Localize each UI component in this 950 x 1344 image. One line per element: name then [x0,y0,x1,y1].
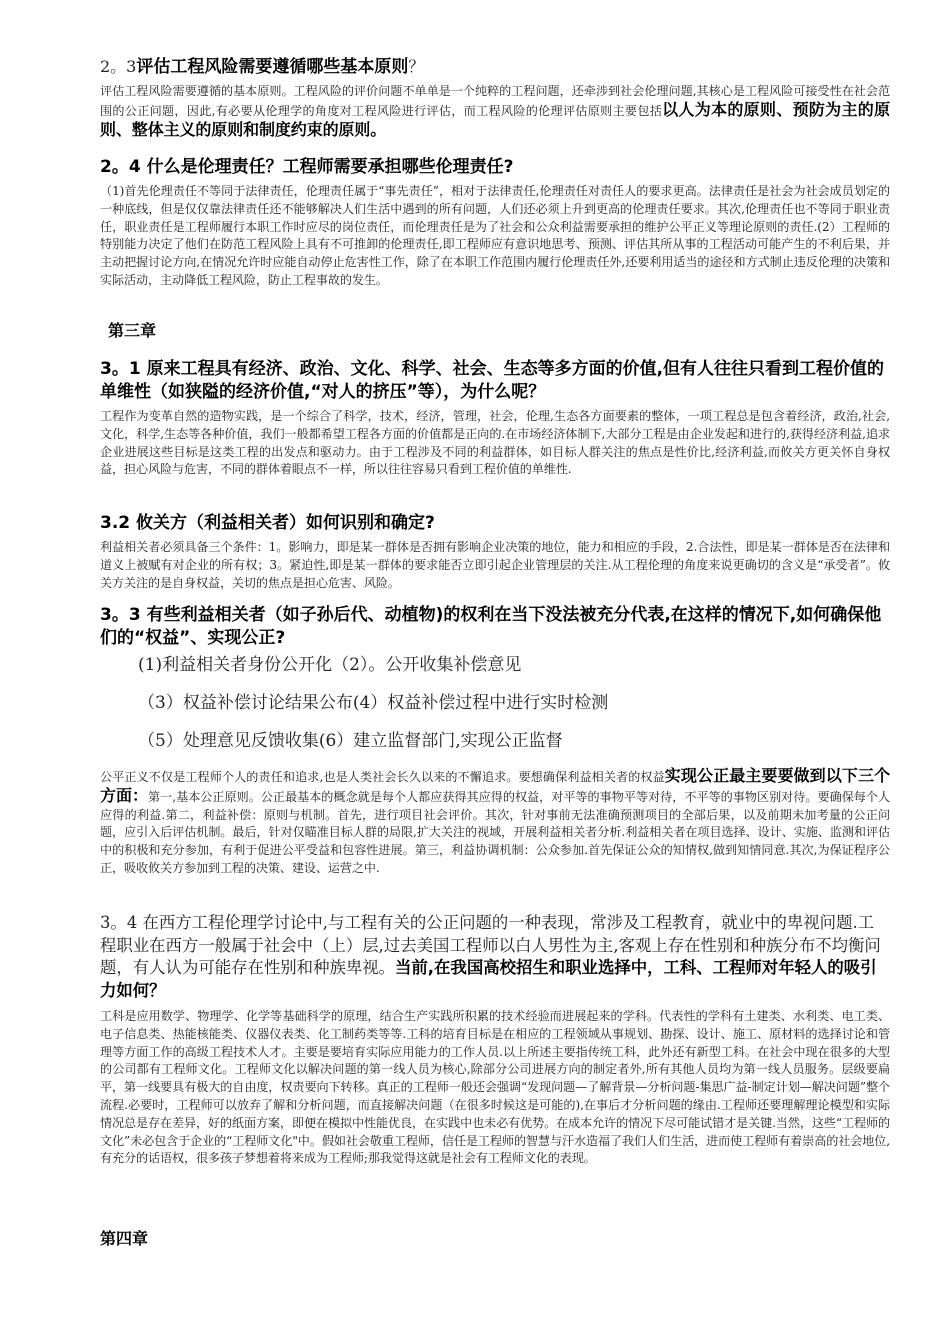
section-2-3 [100,56,890,140]
chapter-4-heading: 第四章 [100,1229,149,1248]
section-3-3 [100,604,890,752]
answer-text: 公平正义不仅是工程师个人的责任和追求,也是人类社会长久以来的不懈追求。要想确保利益相关者的权益 [100,770,665,784]
answer-3-4: 工科是应用数学、物理学、化学等基础科学的原理，结合生产实践所积累的技术经验而进展起来的学科。代表性的学科有土建类、水利类、电工类、电子信息类、热能核能类、仪器仪表类、化工制药类等等.工科的培育目标是在相应的工程领域从事规划、勘探、设计、施工、原材料的选择讨论和管理等方面工作的高级工程技术人才。主要是要培育实际应用能力的工作人员.以上所述主要指传统工科，此外还有新型工科。在社会中现在很多的大型的公司都有工程师文化。工程师文化以解决问题的第一线人员为核心,除部分公司进展方向的制定者外,所有其他人员均为第一线人员服务。层级要扁平，第一线要具有极大的自由度，权责要向下转移。真正的工程师一般还会强调“发现问题—了解背景—分析问题-集思广益-制定计划—解决问题”整个流程.必要时，工程师可以放弃了解和分析问题，而直接解决问题（在很多时候这是可能的),在事后才分析问题的缘由.工程师还要理解理论模型和实际情况总是存在差异，好的纸面方案，即便在模拟中性能优良，在实践中也未必有优势。在成本允许的情况下尽可能试错才是关键.当然，这些“工程师的文化”未必包含于企业的“工程师文化"中。假如社会敬重工程师，信任是工程师的智慧与汗水造福了我们人们生活，进而使工程师有着崇高的社会地位,有充分的话语权，很多孩子梦想着将来成为工程师;那我觉得这就是社会有工程师文化的表现。 [100,1009,890,1166]
question-2-4-title: 2。4 什么是伦理责任？工程师需要承担哪些伦理责任? [100,157,514,177]
question-text: 评估工程风险需要遵循哪些基本原则 [136,57,409,77]
chapter-4-heading-block [100,1226,890,1249]
question-3-3-title: 3。3 有些利益相关者（如子孙后代、动植物)的权利在当下没法被充分代表,在这样的情况下,如何确保他们的“权益”、实现公正? [100,605,882,648]
section-3-4 [100,912,890,1006]
answer-3-2: 利益相关者必须具备三个条件：1。影响力，即是某一群体是否拥有影响企业决策的地位，能力和相应的手段，2.合法性，即是某一群体是否在法律和道义上被赋有对企业的所有权；3。紧迫性,即是某一群体的要求能否立即引起企业管理层的关注.从工程伦理的角度来说更确切的含义是“承受者”。攸关方关注的是自身权益，关切的焦点是担心危害、风险。 [100,540,890,590]
question-text: 3。4 在西方工程伦理学讨论中,与工程有关的公正问题的一种表现，常涉及工程教育，就业中的卑视问题.工程职业在西方一般属于社会中（上）层,过去美国工程师以白人男性为主,客观上存在性别和种族分布不均衡问题，有人认为可能存在性别和种族卑视。 [100,913,881,977]
question-mark: ？ [408,57,425,76]
question-3-4-title [100,912,890,1002]
section-2-4 [100,156,890,290]
section-3-2 [100,512,890,592]
chapter-3-heading-block [100,318,890,341]
answer-2-3 [100,83,890,140]
chapter-3-heading: 第三章 [108,321,157,340]
answer-emphasis: 以人为本的原则、预防为主的原则、整体主义的原则和制度约束的原则。 [100,99,890,139]
answer-text: 第一,基本公正原则。公正最基本的概念就是每个人都应获得其应得的权益，对平等的事物平等对待，不平等的事物区别对待。要确保每个人应得的利益.第二，利益补偿：原则与机制。首先，进行项目社会评价。其次，针对事前无法准确预测项目的全部后果，以及前期未加考量的公正问题，应引入后评估机制。最后，针对仅瞄准目标人群的局限,扩大关注的视域，开展利益相关者分析.利益相关者在项目选择、设计、实施、监测和评估中的积极和充分参加，有利于促进公平受益和包容性进展。第三，利益协调机制：公众参加.首先保证公众的知情权,做到知情同意.其次,为保证程序公正，吸收攸关方参加到工程的决策、建设、运营之中. [100,789,890,875]
answer-text: 评估工程风险需要遵循的基本原则。工程风险的评价问题不单单是一个纯粹的工程问题，还牵涉到社会伦理问题,其核心是工程风险可接受性在社会范围的公正问题，因此,有必要从伦理学的角度对工程风险进行评估，而工程风险的伦理评估原则主要包括 [100,84,890,118]
question-text-bold: 当前,在我国高校招生和职业选择中，工科、工程师对年轻人的吸引力如何？ [100,958,877,1000]
measure-list-item: （3）权益补偿讨论结果公布(4）权益补偿过程中进行实时检测 [138,693,609,713]
question-3-2-title: 3.2 攸关方（利益相关者）如何识别和确定? [100,513,435,533]
answer-3-3 [100,767,890,878]
answer-emphasis: 实现公正最主要要做到以下三个方面： [100,766,890,805]
section-3-3-body [100,767,890,878]
question-2-3-title [100,56,890,79]
answer-2-4: （1)首先伦理责任不等同于法律责任，伦理责任属于“事先责任”，相对于法律责任,伦理责任对责任人的要求更高。法律责任是社会为社会成员划定的一种底线，但是仅仅靠法律责任还不能够解决人们生活中遇到的所有问题，人们还必须上升到更高的伦理责任要求。其次,伦理责任也不等同于职业责任，职业责任是工程师履行本职工作时应尽的岗位责任，而伦理责任是为了社会和公众利益需要承担的维护公平正义等理论原则的责任.(2）工程师的特别能力决定了他们在防范工程风险上具有不可推卸的伦理责任,即工程师应有意识地思考、预测、评估其所从事的工程活动可能产生的不利后果，并主动把握讨论方向,在情况允许时应能自动停止危害性工作，除了在本职工作范围内履行伦理责任外,还要利用适当的途径和方式制止违反伦理的决策和实际活动，主动降低工程风险，防止工程事故的发生。 [100,184,890,287]
section-3-1 [100,358,890,479]
section-3-4-body [100,1008,890,1168]
answer-3-1: 工程作为变革自然的造物实践，是一个综合了科学，技术，经济，管理，社会，伦理,生态各方面要素的整体，一项工程总是包含着经济，政治,社会,文化，科学,生态等各种价值，我们一般都希望工程各方面的价值都是正向的.在市场经济体制下,大部分工程是由企业发起和进行的,获得经济利益,追求企业进展这些目标是这类工程的出发点和驱动力。由于工程涉及不同的利益群体，如目标人群关注的焦点是性价比,经济利益,而攸关方更关怀自身权益，担心风险与危害，不同的群体着眼点不一样，所以往往容易只看到工程价值的单维性. [100,409,890,477]
question-3-1-title: 3。1 原来工程具有经济、政治、文化、科学、社会、生态等多方面的价值,但有人往往只看到工程价值的单维性（如狭隘的经济价值,“对人的挤压”等），为什么呢？ [100,359,885,402]
measure-list-item: (1)利益相关者身份公开化（2）。公开收集补偿意见 [138,655,522,675]
question-number: 2。3 [100,57,137,76]
measure-list-item: （5）处理意见反馈收集(6）建立监督部门,实现公正监督 [138,731,563,751]
